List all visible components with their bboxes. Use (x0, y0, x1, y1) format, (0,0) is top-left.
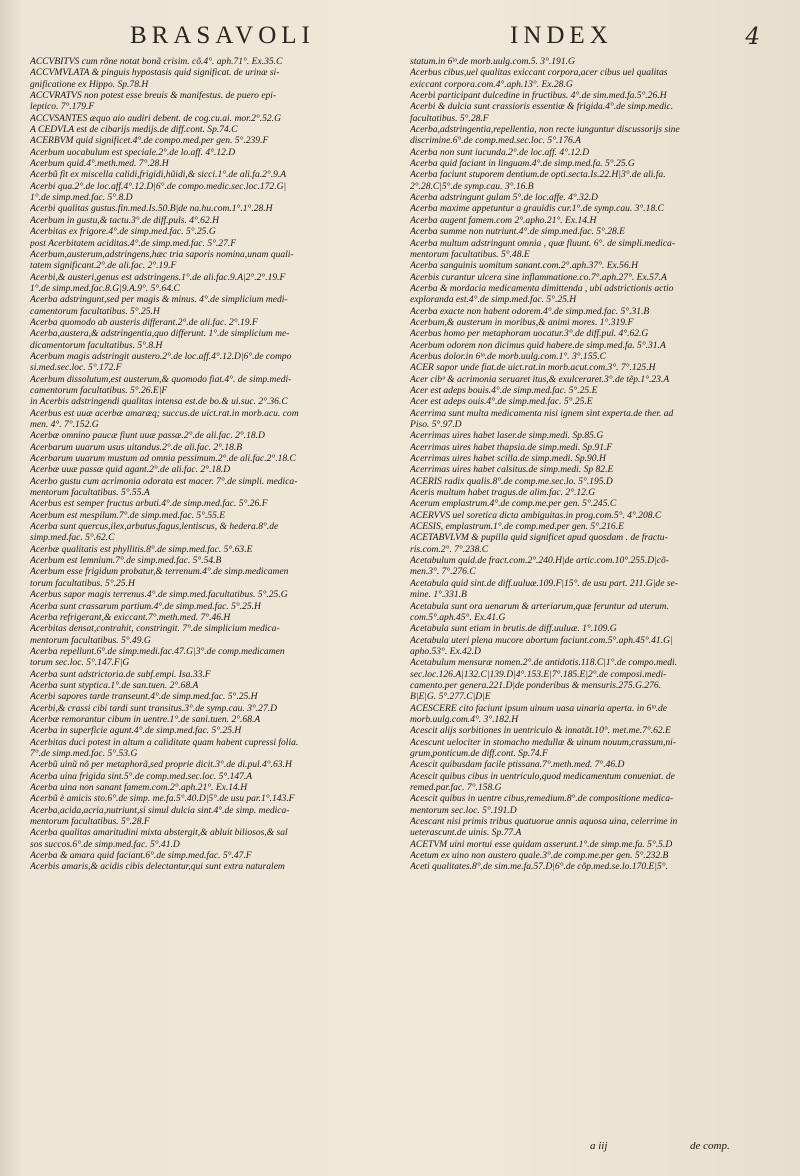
index-line: Acerbis amaris,& acidis cibis delectantur,qui sunt extra naturalem (30, 861, 285, 873)
index-line: Acerba sanguinis uomitum sanant.com.2°.aph.37°. Ex.56.H (410, 260, 638, 272)
index-line: Acetabula sunt ora uenarum & arteriarum,quæ feruntur ad uterum. (410, 600, 669, 612)
index-line: Acerbo gustu cum acrimonia odorata est macer. 7°.de simpli. medica- (30, 475, 298, 487)
index-line: exiccant corpora.com.4°.aph.13°. Ex.28.G (410, 78, 573, 90)
index-line: ACER sapor unde fiat.de uict.rat.in morb.acut.com.3°. 7°.125.H (410, 362, 656, 374)
index-line: Acerbum esse frigidum probatur,& terrenum.4°.de simp.medicamen (30, 566, 289, 578)
index-line: Acerba sunt crassarum partium.4°.de simp.med.fac. 5°.25.H (30, 600, 261, 612)
index-line: Acerbus cibus,uel qualitas exiccant corpora,acer cibus uel qualitas (410, 67, 668, 79)
index-line: Acerba refrigerant,& exiccant.7°.meth.med. 7°.46.H (30, 611, 231, 623)
index-line: Acerum emplastrum.4°.de comp.me.per gen. 5°.245.C (410, 498, 617, 510)
index-line: Acerba exacte non habent odorem.4°.de simp.med.fac. 5°.31.B (410, 305, 650, 317)
index-line: grum,ponticum.de diff.cont. Sp.74.F (410, 747, 548, 759)
index-line: mentorum sec.loc. 5°.191.D (410, 804, 517, 816)
index-line: Acescit quibusdam facile ptissana.7°.meth.med. 7°.46.D (410, 759, 625, 771)
index-line: Acerbum dissolutum,est austerum,& quomodo fiat.4°. de simp.medi- (30, 373, 292, 385)
index-line: Acerbitas densat,contrahit, constringit. 7°.de simplicium medica- (30, 623, 280, 635)
index-line: Acescant nisi primis tribus quatuorue annis aquosa uina, celerrime in (410, 816, 678, 828)
index-line: ACESCERE cito faciunt ipsum uinum uasa uinaria aperta. in 6ᵗᵒ.de (410, 702, 668, 714)
index-line: Acerbitas duci potest in altum a caliditate quam habent cupressi folia. (30, 736, 299, 748)
index-line: Acetabulum mensuræ nomen.2°.de antidotis.118.C|1°.de compo.medi. (410, 657, 678, 669)
index-line: Acerba faciunt stuporem dentium.de opti.secta.Is.22.H|3°.de ali.fa. (410, 169, 666, 181)
index-line: Acerba,austera,& adstringentia,quo differunt. 1°.de simplicium me- (30, 328, 290, 340)
index-line: Acerba sunt adstrictoria.de subf.empi. Isa.33.F (30, 668, 211, 680)
index-line: camentorum facultatibus. 5°.25.H (30, 305, 160, 317)
index-line: Acerba augent famem.com 2°.apho.21°. Ex.14.H (410, 214, 597, 226)
page-number: 4 (745, 24, 760, 50)
index-line: Acerba summe non nutriunt.4°.de simp.med.fac. 5°.28.E (410, 226, 625, 238)
index-line: Acerbæ uuæ passæ quid agant.2°.de ali.fac. 2°.18.D (30, 464, 231, 476)
index-line: ACESIS, emplastrum.1°.de comp.med.per gen. 5°.216.E (410, 521, 624, 533)
index-line: Acerbum,austerum,adstringens,hæc tria saporis nomina,unam quali- (30, 248, 294, 260)
index-line: Acerba,adstringentia,repellentia, non recte iunguntur discussorijs sine (410, 124, 680, 136)
index-line: Acerbi qua.2°.de loc.aff.4°.12.D|6°.de compo.medic.sec.loc.172.G| (30, 180, 287, 192)
index-line: Acerbarum uuarum usus uitandus.2°.de ali.fac. 2°.18.B (30, 441, 243, 453)
index-line: ACETABVLVM & pupilla quid significet apud quosdam . de fractu- (410, 532, 668, 544)
index-line: Acerbi qualitas gustus.fin.med.Is.50.B|de na.hu.com.1°.1°.28.H (30, 203, 273, 215)
index-line: Acerbũ è amicis sto.6°.de simp. me.fa.5°.40.D|5°.de usu par.1°.143.F (30, 793, 295, 805)
index-line: Acerrimas uires habet thapsia.de simp.medi. Sp.91.F (410, 441, 613, 453)
index-line: exploranda est.4°.de simp.med.fac. 5°.25.H (410, 294, 577, 306)
index-line: Acerba quomodo ab austeris differant.2°.de ali.fac. 2°.19.F (30, 316, 258, 328)
index-line: Acescit quibus cibus in uentriculo,quod medicamentum conueniat. de (410, 770, 675, 782)
index-line: Acescunt uelociter in stomacho medullæ & uinum nouum,crassum,ni- (410, 736, 676, 748)
index-line: mentorum facultatibus. 5°.55.A (30, 487, 150, 499)
index-line: Acescit quibus in uentre cibus,remedium.8°.de compositione medica- (410, 793, 674, 805)
index-line: ACERBVM quid significet.4°.de compo.med.per gen. 5°.239.F (30, 135, 269, 147)
index-line: Acerbum quid.4°.meth.med. 7°.28.H (30, 158, 169, 170)
index-line: Acer est adeps ouis.4°.de simp.med.fac. 5°.25.E (410, 396, 593, 408)
index-line: 1°.de simp.med.fac. 5°.8.D (30, 192, 133, 204)
index-line: Acerba uina frigida sint.5°.de comp.med.sec.loc. 5°.147.A (30, 770, 253, 782)
index-line: Acerbum in gustu,& tactu.3°.de diff.puls. 4°.62.H (30, 214, 220, 226)
index-line: Acerbum odorem non dicimus quid habere.de simp.med.fa. 5°.31.A (410, 339, 666, 351)
index-line: ACCVRATVS non potest esse breuis & manifestus. de puero epi- (30, 90, 277, 102)
index-line: torum facultatibus. 5°.25.H (30, 577, 135, 589)
index-line: facultatibus. 5°.28.F (410, 112, 489, 124)
index-line: Acerba maxime appetuntur a grauidis cur.1°.de symp.cau. 3°.18.C (410, 203, 664, 215)
index-line: Acerbus sapor magis terrenus.4°.de simp.med.facultatibus. 5°.25.G (30, 589, 288, 601)
index-line: Acescit alijs sorbitiones in uentriculo & innatãt.10°. met.me.7°.62.E (410, 725, 671, 737)
index-line: Acetabula sunt etiam in brutis.de diff.uuluæ. 1°.109.G (410, 623, 617, 635)
index-line: Acerbũ uinũ nõ per metaphorã,sed proprie dicit.3°.de di.pul.4°.63.H (30, 759, 292, 771)
index-line: Acerrimas uires habet scilla.de simp.medi. Sp.90.H (410, 453, 606, 465)
index-line: simp.med.fac. 5°.62.C (30, 532, 115, 544)
index-line: si.med.sec.loc. 5°.172.F (30, 362, 122, 374)
index-line: mentorum facultatibus. 5°.28.F (30, 816, 150, 828)
index-line: 1°.de simp.med.fac.8.G|9.A.9°. 5°.64.C (30, 282, 180, 294)
index-line: Acerrima sunt multa medicamenta nisi ignem sint experta.de ther. ad (410, 407, 674, 419)
index-line: apho.53°. Ex.42.D (410, 645, 481, 657)
index-line: B|E|G. 5°.277.C|D|E (410, 691, 491, 703)
index-line: com.5°.aph.45°. Ex.41.G (410, 611, 506, 623)
index-line: Acerrimas uires habet laser.de simp.medi. Sp.85.G (410, 430, 604, 442)
index-line: Acerba repellunt.6°.de simp.medi.fac.47.G|3°.de comp.medicamen (30, 645, 285, 657)
index-line: Acerbitas ex frigore.4°.de simp.med.fac. 5°.25.G (30, 226, 216, 238)
running-header (130, 22, 760, 52)
index-line: ACERVVS uel soretica dicta ambiguitas.in prog.com.5°. 4°.208.C (410, 509, 662, 521)
index-line: Acerbi,& crassi cibi tardi sunt transitus.3°.de symp.cau. 3°.27.D (30, 702, 278, 714)
index-line: Acerba non sunt iucunda.2°.de loc.aff. 4°.12.D (410, 146, 590, 158)
index-line: Acer cibᵒ & acrimonia seruaret itus,& exulceraret.3°.de tẽp.1°.23.A (410, 373, 670, 385)
index-line: Acerbum magis adstringit austero.2°.de loc.aff.4°.12.D|6°.de compo (30, 350, 292, 362)
index-line: men. 4°. 7°.152.G (30, 419, 99, 430)
index-line: Acerba adstringunt,sed per magis & minus. 4°.de simplicium medi- (30, 294, 288, 306)
index-line: Acerbi & dulcia sunt crassioris essentiæ & frigida.4°.de simp.medic. (410, 101, 674, 113)
signature-mark: a iij (590, 1140, 608, 1152)
index-line: Acerbi sapores tarde transeunt.4°.de simp.med.fac. 5°.25.H (30, 691, 258, 703)
index-line: mine. 1°.331.B (410, 589, 467, 601)
index-line: Acerbum est lemnium.7°.de simp.med.fac. 5°.54.B (30, 555, 222, 567)
index-line: mentorum facultatibus. 5°.49.G (30, 634, 151, 646)
index-line: Aceris multum habet tragus.de alim.fac. 2°.12.G (410, 487, 596, 499)
index-line: Acerbus homo per metaphoram uocatur.3°.de diff.pul. 4°.62.G (410, 328, 649, 340)
index-line: Acerba qualitas amaritudini mixta abstergit,& abluit biliosos,& sal (30, 827, 288, 839)
index-line: Acerbæ remorantur cibum in uentre.1°.de sani.tuen. 2°.68.A (30, 713, 261, 725)
index-line: 2°.28.C|5°.de symp.cau. 3°.16.B (410, 180, 534, 192)
index-line: Piso. 5°.97.D (410, 419, 462, 430)
index-line: morb.uulg.com.4°. 3°.182.H (410, 713, 519, 725)
index-line: ACCVBITVS cum rõne notat bonã crisim. cõ.4°. aph.71°. Ex.35.C (30, 56, 283, 67)
index-line: Acerba adstringunt gulam 5°.de loc.affe. 4°.32.D (410, 192, 598, 204)
index-line: Acerba uina non sanant famem.com.2°.aph.21°. Ex.14.H (30, 782, 248, 793)
index-line: discrimine.6°.de comp.med.sec.loc. 5°.176.A (410, 135, 581, 147)
index-line: post Acerbitatem aciditas.4°.de simp.med.fac. 5°.27.F (30, 237, 237, 249)
index-line: Acerba sunt styptica.1°.de san.tuen. 2°.68.A (30, 679, 199, 691)
index-line: Aceti qualitates.8°.de sim.me.fa.57.D|6°.de cõp.med.se.lo.170.E|5°. (410, 861, 668, 873)
header-author: BRASAVOLI (130, 22, 315, 49)
index-line: Acetabula quid sint.de diff.uuluæ.109.F|15°. de usu part. 211.G|de se- (410, 577, 678, 589)
header-title: INDEX (510, 22, 613, 49)
index-line: Acerbæ omnino paucæ fiunt uuæ passæ.2°.de ali.fac. 2°.18.D (30, 430, 265, 442)
index-line: ACETVM uini mortui esse quidam asserunt.1°.de simp.me.fa. 5°.5.D (410, 838, 673, 850)
index-line: Acerbum est mespilum.7°.de simp.med.fac. 5°.55.E (30, 509, 226, 521)
index-line: tatem significant.2°.de ali.fac. 2°.19.F (30, 260, 177, 272)
index-line: A CEDVLA est de cibarijs medijs.de diff.cont. Sp.74.C (30, 124, 238, 136)
index-line: Acerba multum adstringunt omnia , quæ fluunt. 6°. de simpli.medica- (410, 237, 676, 249)
index-line: Acetabula uteri plena mucore abortum faciunt.com.5°.aph.45°.41.G| (410, 634, 673, 646)
index-line: Acerbus est semper fructus arbuti.4°.de simp.med.fac. 5°.26.F (30, 498, 268, 510)
index-line: ACCVMVLATA & pinguis hypostasis quid significat. de urinæ si- (30, 67, 280, 79)
index-line: Acerba,acida,acria,nutriunt,si simul dulcia sint.4°.de simp. medica- (30, 804, 290, 816)
index-line: Acerba in superficie agunt.4°.de simp.med.fac. 5°.25.H (30, 725, 242, 737)
index-line: ueterascunt.de uinis. Sp.77.A (410, 827, 522, 839)
catchword: de comp. (690, 1140, 730, 1152)
index-line: Acerbæ qualitatis est phyllitis.8°.de simp.med.fac. 5°.63.E (30, 543, 253, 555)
index-line: 7°.de simp.med.fac. 5°.53.G (30, 747, 138, 759)
index-line: Acerbi,& austeri,genus est adstringens.1°.de ali.fac.9.A|2°.2°.19.F (30, 271, 286, 283)
index-line: Acerbus dolor.in 6ᵗᵒ.de morb.uulg.com.1°. 3°.155.C (410, 350, 606, 362)
index-line: mentorum facultatibus. 5°.48.E (410, 248, 530, 260)
index-line: in Acerbis adstringendi qualitas intensa est.de bo.& ui.suc. 2°.36.C (30, 396, 288, 408)
index-line: ACERIS radix qualis.8°.de comp.me.sec.lo. 5°.195.D (410, 475, 613, 487)
index-line: statum.in 6ᵗᵒ.de morb.uulg.com.5. 3°.191.G (410, 56, 575, 67)
index-line: sec.loc.126.A|132.C|139.D|4°.153.E|7°.185.E|2°.de composi.medi- (410, 668, 667, 680)
index-line: Acerbarum uuarum mustum ad omnia pessimum.2°.de ali.fac.2°.18.C (30, 453, 296, 465)
index-line: Acerba & mordacia medicamenta dimittenda , ubi adstrictionis actio (410, 282, 674, 294)
index-line: dicamentorum facultatibus. 5°.8.H (30, 339, 163, 351)
index-line: Acetabulum quid.de fract.com.2°.240.H|de artic.com.10°.255.D|cõ- (410, 555, 669, 567)
index-line: Acerba quid faciant in linguam.4°.de simp.med.fa. 5°.25.G (410, 158, 635, 170)
index-line: ACCVSANTES æquo aio audiri debent. de cog.cu.ai. mor.2°.52.G (30, 112, 281, 124)
index-line: Acerbũ fit ex miscella calidi,frigidi,hũidi,& sicci.1°.de ali.fa.2°.9.A (30, 169, 287, 181)
index-line: ris.com.2°. 7°.238.C (410, 543, 489, 555)
index-line: Acerbi participant dulcedine in fructibus. 4°.de sim.med.fa.5°.26.H (410, 90, 667, 102)
index-line: Acerbum uocabulum est speciale.2°.de lo.aff. 4°.12.D (30, 146, 236, 158)
index-line: camentorum facultatibus. 5°.26.E|F (30, 384, 168, 396)
index-column-right (410, 56, 770, 873)
index-line: men.3°. 7°.276.C (410, 566, 476, 578)
index-line: Acerbis curantur ulcera sine inflammatione.co.7°.aph.27°. Ex.57.A (410, 271, 667, 283)
index-line: Acerbus est uuæ acerbæ amaræq; succus.de uict.rat.in morb.acu. com (30, 407, 299, 419)
index-line: torum sec.loc. 5°.147.F|G (30, 657, 130, 669)
index-line: Acerba & amara quid faciant.6°.de simp.med.fac. 5°.47.F (30, 850, 252, 862)
index-line: gnificatione ex Hippo. Sp.78.H (30, 78, 149, 90)
index-column-left (30, 56, 386, 873)
index-line: remed.par.fac. 7°.158.G (410, 782, 502, 793)
index-line: Acerrimas uires habet calsitus.de simp.medi. Sp 82.E (410, 464, 614, 476)
index-line: Acerbum,& austerum in moribus,& animi mores. 1°.319.F (410, 316, 634, 328)
index-line: Acetum ex uino non austero quale.3°.de comp.me.per gen. 5°.232.B (410, 850, 669, 862)
index-line: leptico. 7°.179.F (30, 101, 95, 113)
index-line: Acerba sunt quercus,ilex,arbutus,fagus,lentiscus, & hedera.8°.de (30, 521, 279, 533)
index-line: camento.per genera.221.D|de ponderibus & mensuris.275.G.276. (410, 679, 662, 691)
index-line: Acer est adeps bouis.4°.de simp.med.fac. 5°.25.E (410, 384, 598, 396)
index-line: sos succos.6°.de simp.med.fac. 5°.41.D (30, 838, 180, 850)
